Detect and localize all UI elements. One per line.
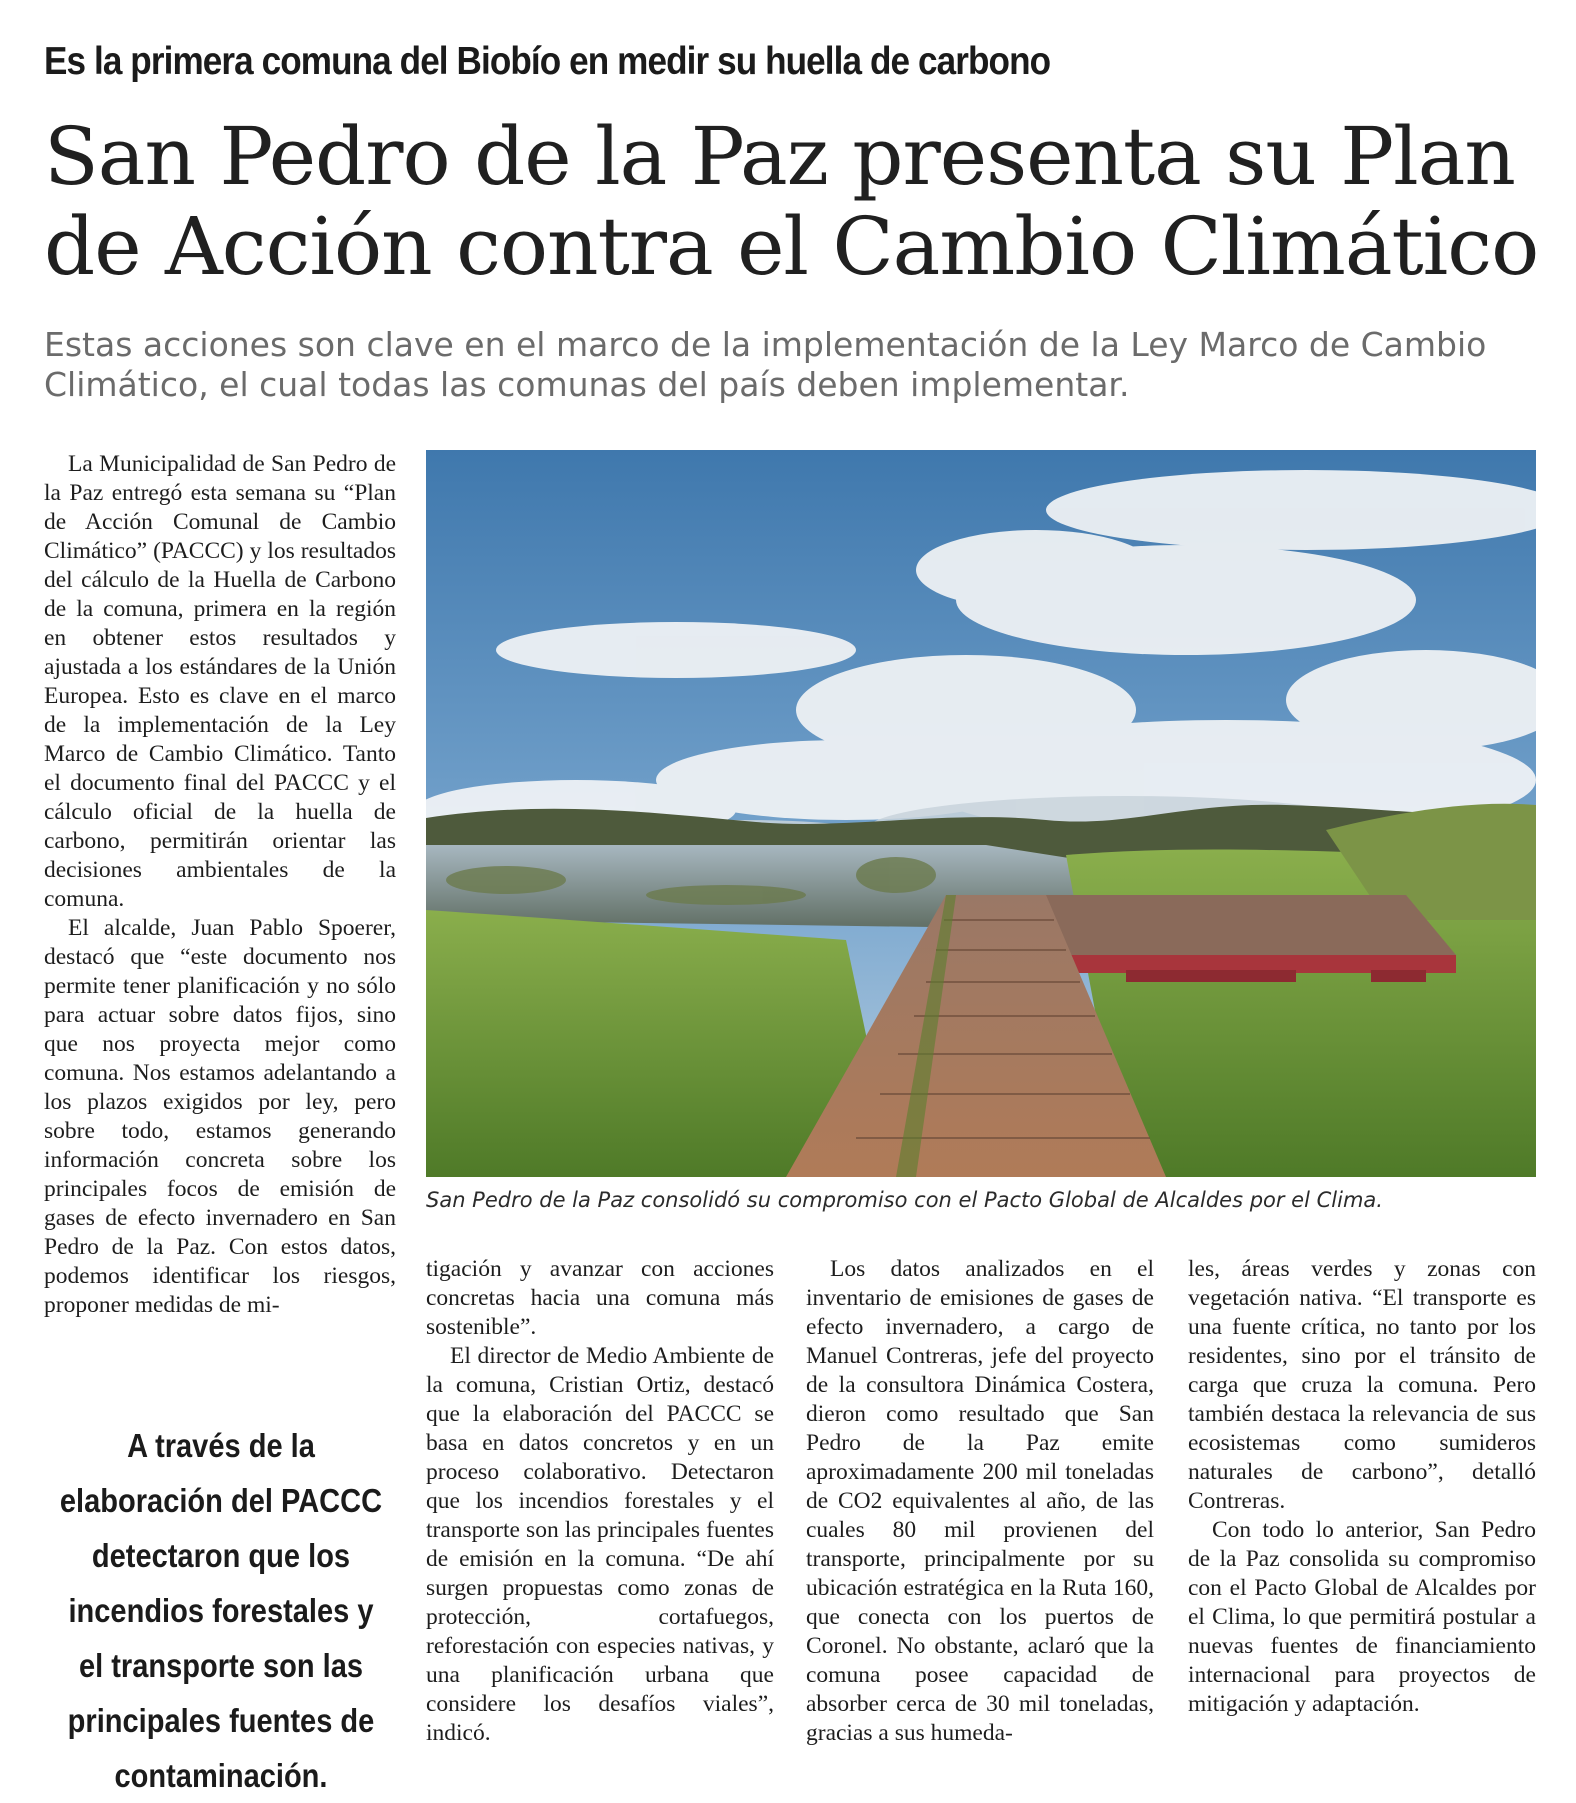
photo-caption: San Pedro de la Paz consolidó su compromiso con el Pacto Global de Alcaldes por el Clima. [426, 1188, 1383, 1212]
paragraph: La Municipalidad de San Pedro de la Paz entregó esta semana su “Plan de Acción Comunal de Cambio Climático” (PACCC) y los resultados del cálculo de la Huella de Carbono de la comuna, primera en la región en obtener estos resultados y ajustada a los estándares de la Unión Europea. Esto es clave en el marco de la implementación de la Ley Marco de Cambio Climático. Tanto el documento final del PACCC y el cálculo oficial de la huella de carbono, permitirán orientar las decisiones ambientales de la comuna. [44, 451, 396, 912]
body-column-2 [426, 1255, 774, 1748]
paragraph: les, áreas verdes y zonas con vegetación nativa. “El transporte es una fuente crítica, no tanto por los residentes, sino por el tránsito de carga que cruza la comuna. Pero también destaca la relevancia de sus ecosistemas como sumideros naturales de carbono”, detalló Contreras. [1188, 1256, 1536, 1514]
body-column-3 [806, 1255, 1154, 1748]
body-column-4 [1188, 1255, 1536, 1719]
wetland-photo [426, 450, 1536, 1177]
paragraph: Con todo lo anterior, San Pedro de la Paz consolida su compromiso con el Pacto Global de Alcaldes por el Clima, lo que permitirá postular a nuevas fuentes de financiamiento internacional para proyectos de mitigación y adaptación. [1188, 1517, 1536, 1717]
kicker: Es la primera comuna del Biobío en medir su huella de carbono [44, 40, 1051, 83]
paragraph: El alcalde, Juan Pablo Spoerer, destacó que “este documento nos permite tener planificación y no sólo para actuar sobre datos fijos, sino que nos proyecta mejor como comuna. Nos estamos adelantando a los plazos exigidos por ley, pero sobre todo, estamos generando información concreta sobre los principales focos de emisión de gases de efecto invernadero en San Pedro de la Paz. Con estos datos, podemos identificar los riesgos, proponer medidas de mi- [44, 915, 396, 1318]
pull-quote: A través de la elaboración del PACCC detectaron que los incendios forestales y el transporte son las principales fuentes de contaminación. [59, 1427, 383, 1794]
headline: San Pedro de la Paz presenta su Plan de Acción contra el Cambio Climático [44, 110, 1539, 293]
paragraph: El director de Medio Ambiente de la comuna, Cristian Ortiz, destacó que la elaboración del PACCC se basa en datos concretos y en un proceso colaborativo. Detectaron que los incendios forestales y el transporte son las principales fuentes de emisión en la comuna. “De ahí surgen propuestas como zonas de protección, cortafuegos, reforestación con especies nativas, y una planificación urbana que considere los desafíos viales”, indicó. [426, 1343, 774, 1746]
paragraph: tigación y avanzar con acciones concretas hacia una comuna más sostenible”. [426, 1256, 774, 1340]
subhead: Estas acciones son clave en el marco de la implementación de la Ley Marco de Cambio Climático, el cual todas las comunas del país deben implementar. [44, 325, 1487, 404]
body-column-1 [44, 450, 396, 1320]
paragraph: Los datos analizados en el inventario de emisiones de gases de efecto invernadero, a cargo de Manuel Contreras, jefe del proyecto de la consultora Dinámica Costera, dieron como resultado que San Pedro de la Paz emite aproximadamente 200 mil toneladas de CO2 equivalentes al año, de las cuales 80 mil provienen del transporte, principalmente por su ubicación estratégica en la Ruta 160, que conecta con los puertos de Coronel. No obstante, aclaró que la comuna posee capacidad de absorber cerca de 30 mil toneladas, gracias a sus humeda- [806, 1256, 1154, 1746]
